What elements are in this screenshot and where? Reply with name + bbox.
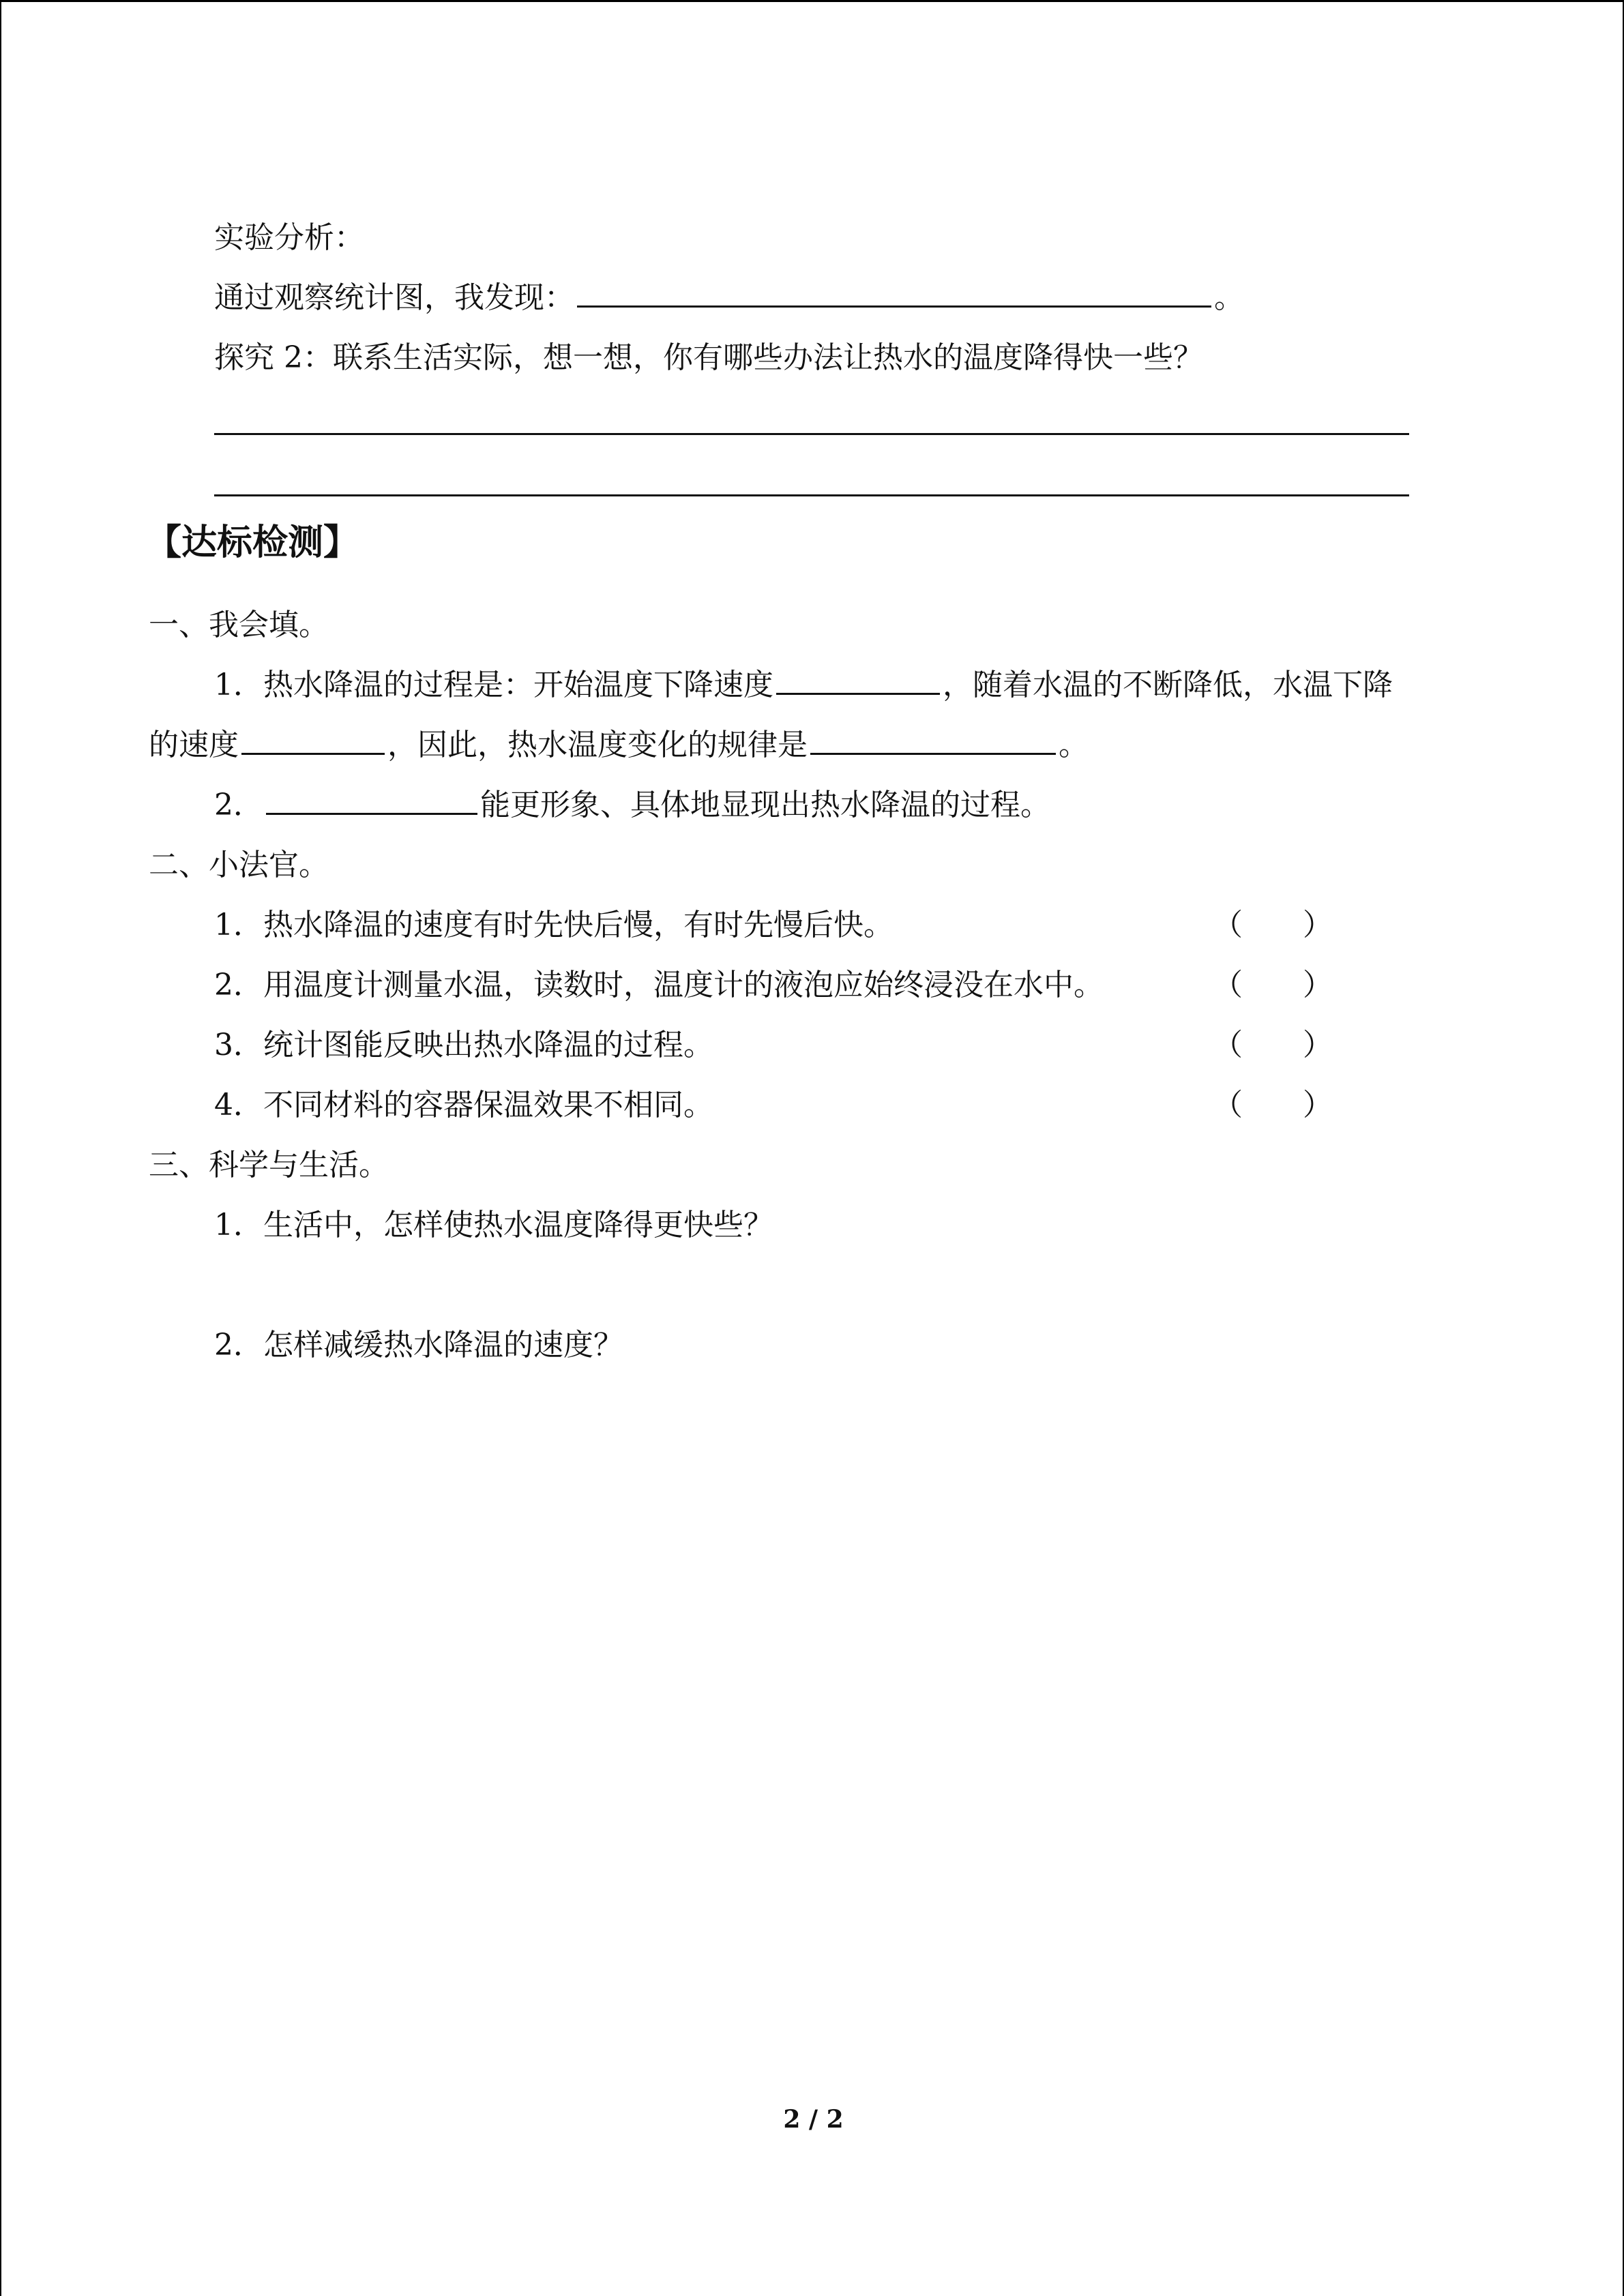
part1-title: 一、我会填。: [149, 608, 329, 642]
part3-q1: 1．生活中，怎样使热水温度降得更快些？: [214, 1208, 773, 1242]
page-number: 2 / 2: [783, 2105, 844, 2134]
q1-text-b: ，随着水温的不断降低，水温下降: [943, 668, 1393, 702]
q2-blank[interactable]: [266, 786, 477, 815]
part3-title: 三、科学与生活。: [149, 1148, 389, 1182]
section-title: 【达标检测】: [146, 522, 359, 563]
judge-paren-1[interactable]: （ ）: [1213, 908, 1333, 942]
explore2-question: 探究 2：联系生活实际，想一想，你有哪些办法让热水的温度降得快一些？: [214, 340, 1203, 375]
q1-blank-3[interactable]: [810, 726, 1056, 755]
judge-paren-3[interactable]: （ ）: [1213, 1028, 1333, 1062]
observe-suffix: 。: [1214, 280, 1244, 315]
judge-paren-4[interactable]: （ ）: [1213, 1088, 1333, 1122]
judge-item-1: 1．热水降温的速度有时先快后慢，有时先慢后快。: [214, 908, 894, 942]
judge-item-3: 3．统计图能反映出热水降温的过程。: [214, 1028, 713, 1062]
part2-title: 二、小法官。: [149, 848, 329, 882]
part3-q2: 2．怎样减缓热水降温的速度？: [214, 1328, 623, 1362]
q1-text-e: 。: [1059, 728, 1089, 762]
part1-q1-line1: [1, 665, 1624, 706]
q1-text-a: 1．热水降温的过程是：开始温度下降速度: [214, 668, 773, 702]
q2-text: 能更形象、具体地显现出热水降温的过程。: [480, 788, 1050, 822]
q2-number: 2．: [214, 788, 263, 822]
part1-q2: [1, 785, 1624, 826]
q1-text-c: 的速度: [149, 728, 239, 762]
answer-line-2[interactable]: [214, 494, 1409, 496]
answer-line-1[interactable]: [214, 433, 1409, 435]
judge-item-4: 4．不同材料的容器保温效果不相同。: [214, 1088, 713, 1122]
q1-blank-2[interactable]: [241, 726, 385, 755]
observe-line: [1, 278, 1624, 318]
q1-text-d: ，因此，热水温度变化的规律是: [387, 728, 808, 762]
analysis-label: 实验分析：: [214, 220, 364, 255]
q1-blank-1[interactable]: [776, 666, 940, 695]
observe-blank[interactable]: [577, 278, 1211, 308]
part1-q1-line2: [1, 725, 1624, 766]
observe-prefix: 通过观察统计图，我发现：: [214, 280, 574, 315]
judge-item-2: 2．用温度计测量水温，读数时，温度计的液泡应始终浸没在水中。: [214, 968, 1104, 1002]
judge-paren-2[interactable]: （ ）: [1213, 968, 1333, 1002]
